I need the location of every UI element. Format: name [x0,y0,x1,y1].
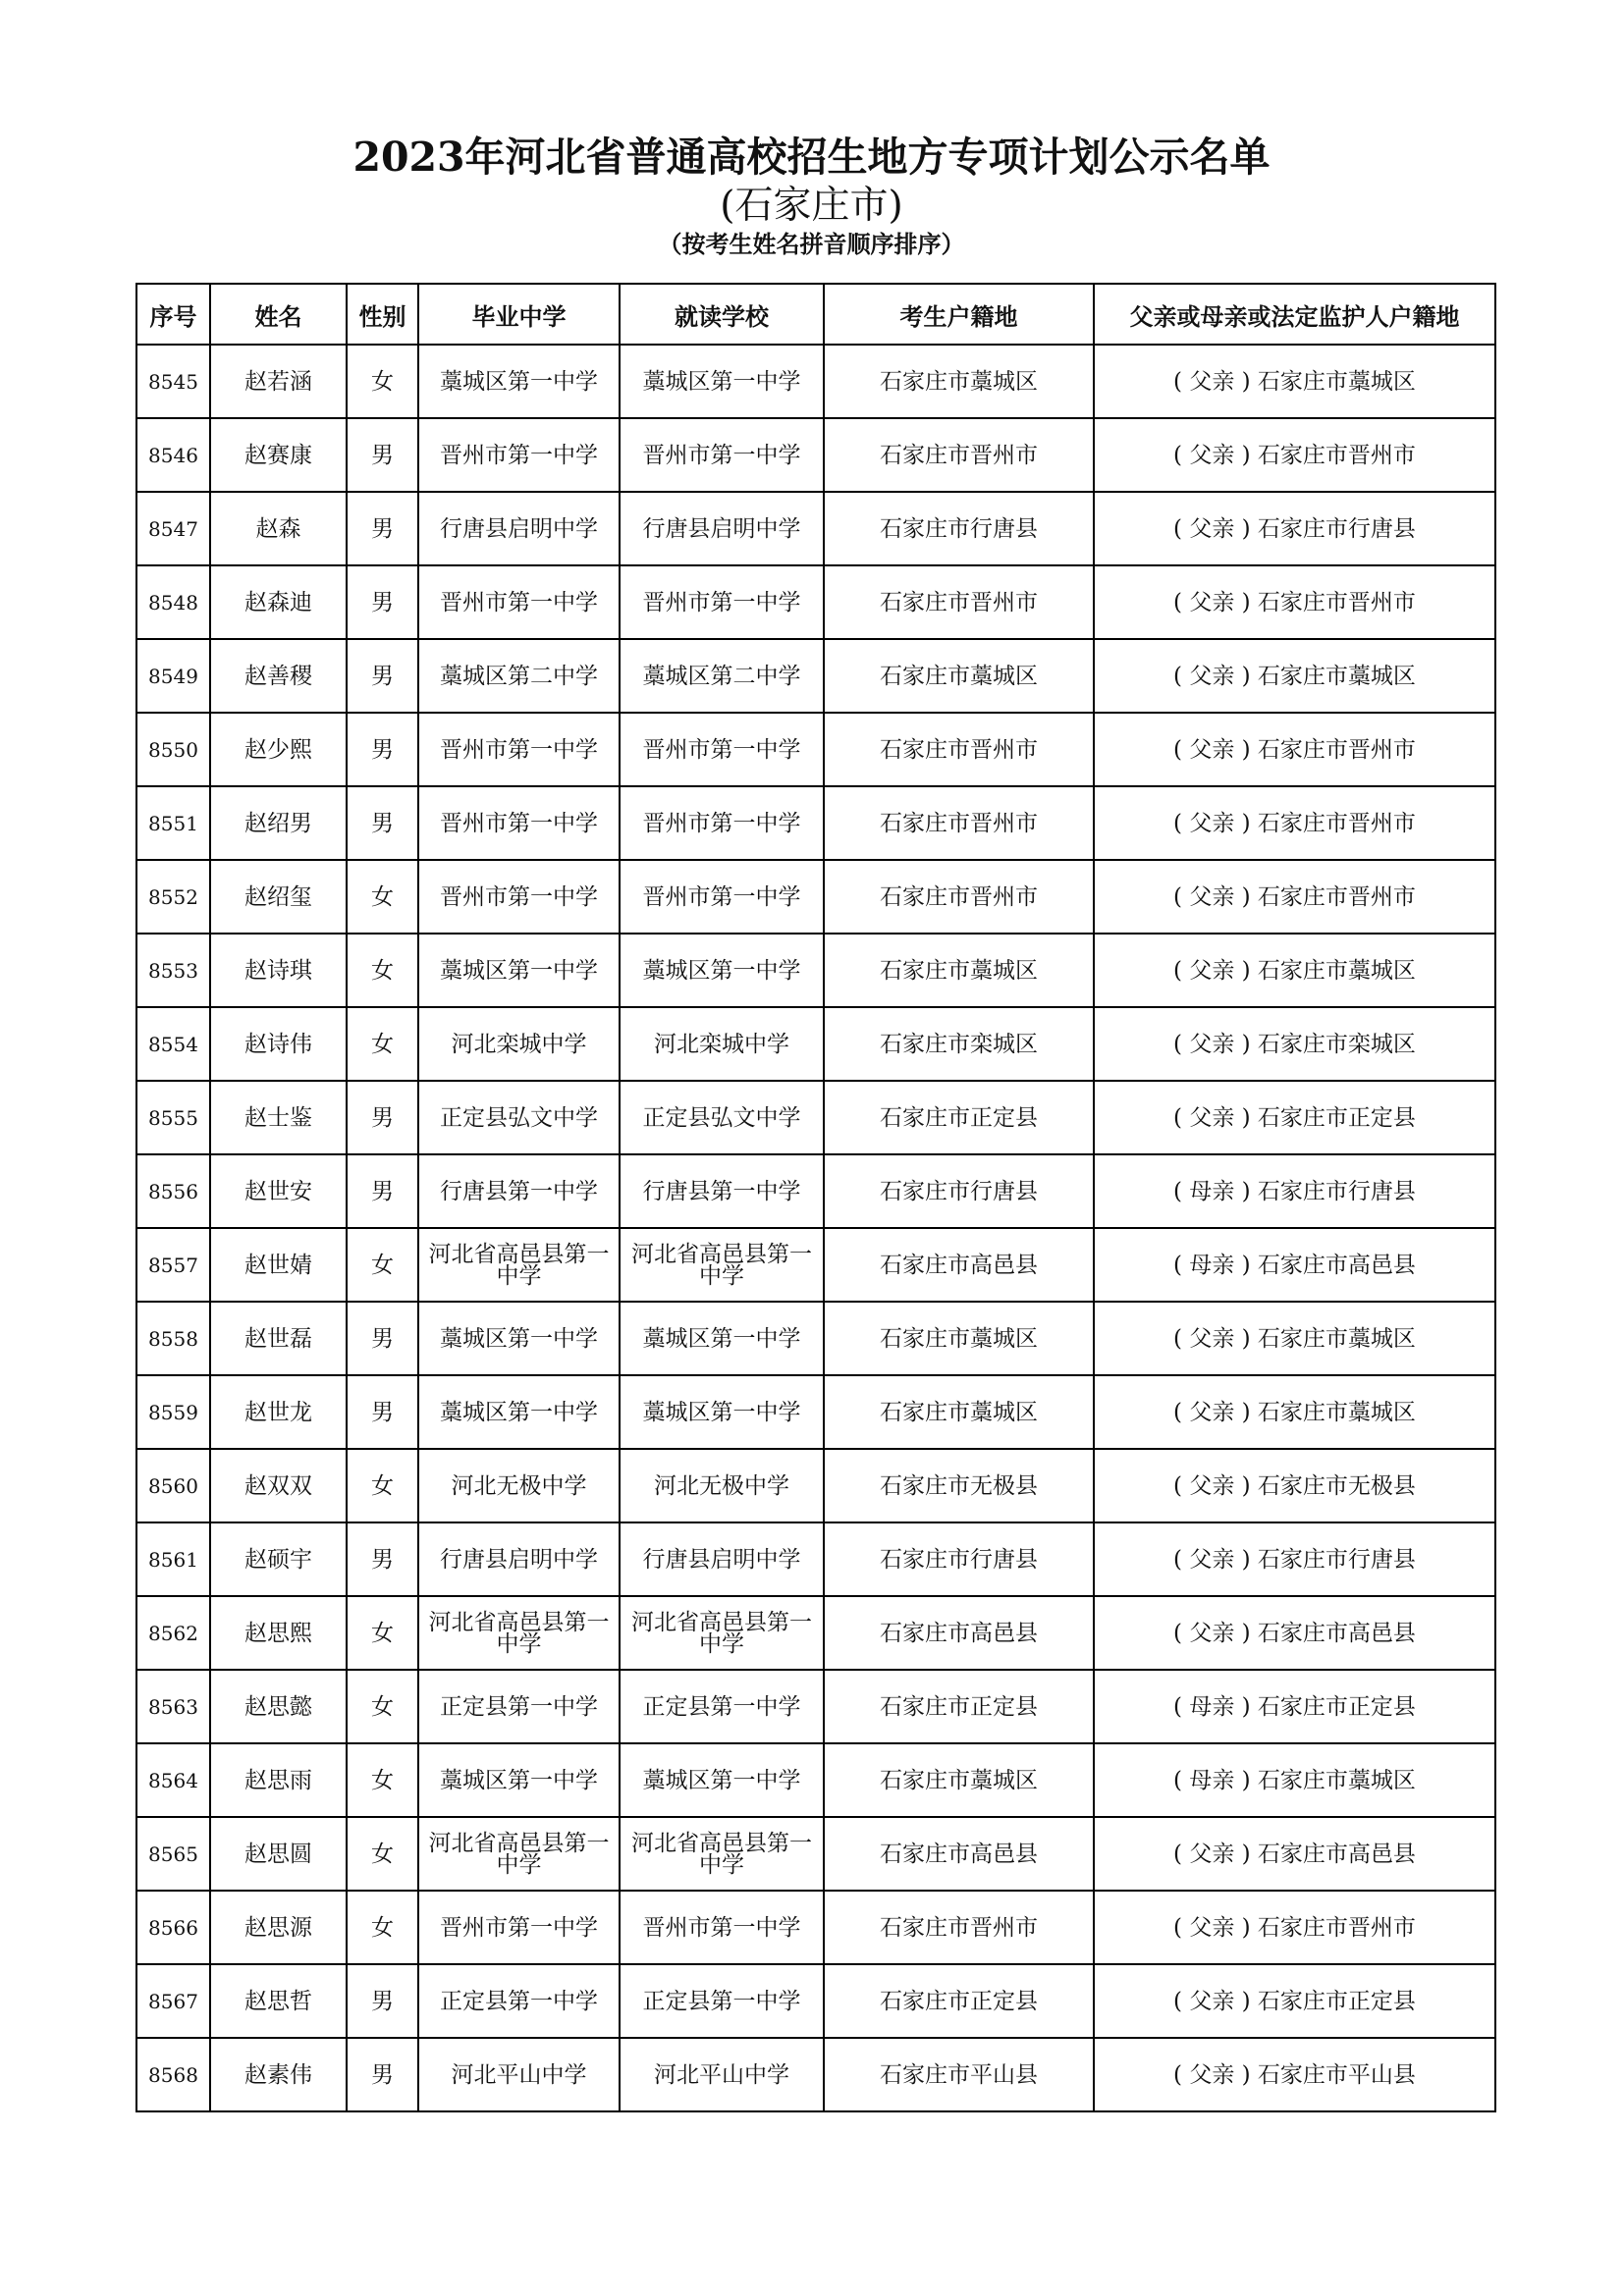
name-cell: 赵少熙 [210,713,347,786]
serial-number-cell: 8561 [136,1522,210,1596]
guardian-residence-cell: ( 父亲 ) 石家庄市高邑县 [1094,1817,1495,1891]
name-cell: 赵思哲 [210,1964,347,2038]
guardian-residence-cell: ( 父亲 ) 石家庄市藁城区 [1094,1302,1495,1375]
current-school-cell: 河北省高邑县第一中学 [620,1817,824,1891]
sort-note: （按考生姓名拼音顺序排序） [658,230,965,258]
residence-cell: 石家庄市正定县 [824,1964,1094,2038]
residence-cell: 石家庄市晋州市 [824,786,1094,860]
gender-cell: 女 [347,1007,418,1081]
table-row [136,1154,1495,1228]
graduation-school-cell: 藁城区第一中学 [418,1743,620,1817]
guardian-residence-cell: ( 母亲 ) 石家庄市藁城区 [1094,1743,1495,1817]
serial-number-cell: 8556 [136,1154,210,1228]
name-cell: 赵世安 [210,1154,347,1228]
residence-cell: 石家庄市无极县 [824,1449,1094,1522]
graduation-school-cell: 河北栾城中学 [418,1007,620,1081]
table-row [136,639,1495,713]
current-school-cell: 晋州市第一中学 [620,565,824,639]
graduation-school-cell: 河北无极中学 [418,1449,620,1522]
column-header: 考生户籍地 [824,284,1094,345]
graduation-school-cell: 晋州市第一中学 [418,418,620,492]
column-header: 性别 [347,284,418,345]
graduation-school-cell: 河北省高邑县第一中学 [418,1817,620,1891]
guardian-residence-cell: ( 父亲 ) 石家庄市栾城区 [1094,1007,1495,1081]
gender-cell: 男 [347,1302,418,1375]
table-row [136,1817,1495,1891]
current-school-cell: 河北省高邑县第一中学 [620,1596,824,1670]
current-school-cell: 河北无极中学 [620,1449,824,1522]
name-cell: 赵世磊 [210,1302,347,1375]
guardian-residence-cell: ( 父亲 ) 石家庄市平山县 [1094,2038,1495,2111]
residence-cell: 石家庄市正定县 [824,1081,1094,1154]
serial-number-cell: 8546 [136,418,210,492]
table-row [136,345,1495,418]
guardian-residence-cell: ( 父亲 ) 石家庄市行唐县 [1094,1522,1495,1596]
column-header: 毕业中学 [418,284,620,345]
graduation-school-cell: 晋州市第一中学 [418,786,620,860]
serial-number-cell: 8566 [136,1891,210,1964]
guardian-residence-cell: ( 父亲 ) 石家庄市高邑县 [1094,1596,1495,1670]
admission-list-table [135,283,1496,2112]
serial-number-cell: 8568 [136,2038,210,2111]
table-body [136,345,1495,2111]
current-school-cell: 正定县弘文中学 [620,1081,824,1154]
guardian-residence-cell: ( 母亲 ) 石家庄市行唐县 [1094,1154,1495,1228]
residence-cell: 石家庄市平山县 [824,2038,1094,2111]
gender-cell: 女 [347,1891,418,1964]
graduation-school-cell: 藁城区第一中学 [418,1302,620,1375]
gender-cell: 男 [347,639,418,713]
gender-cell: 女 [347,860,418,934]
current-school-cell: 河北栾城中学 [620,1007,824,1081]
table-row [136,1375,1495,1449]
guardian-residence-cell: ( 父亲 ) 石家庄市藁城区 [1094,1375,1495,1449]
residence-cell: 石家庄市高邑县 [824,1817,1094,1891]
serial-number-cell: 8560 [136,1449,210,1522]
serial-number-cell: 8558 [136,1302,210,1375]
graduation-school-cell: 藁城区第一中学 [418,1375,620,1449]
table-row [136,1596,1495,1670]
serial-number-cell: 8545 [136,345,210,418]
graduation-school-cell: 行唐县启明中学 [418,492,620,565]
current-school-cell: 行唐县启明中学 [620,492,824,565]
residence-cell: 石家庄市藁城区 [824,1375,1094,1449]
table-row [136,1743,1495,1817]
residence-cell: 石家庄市藁城区 [824,1302,1094,1375]
guardian-residence-cell: ( 父亲 ) 石家庄市藁城区 [1094,639,1495,713]
serial-number-cell: 8557 [136,1228,210,1302]
graduation-school-cell: 河北平山中学 [418,2038,620,2111]
guardian-residence-cell: ( 父亲 ) 石家庄市藁城区 [1094,345,1495,418]
table-row [136,418,1495,492]
table-row [136,2038,1495,2111]
residence-cell: 石家庄市行唐县 [824,492,1094,565]
residence-cell: 石家庄市藁城区 [824,639,1094,713]
graduation-school-cell: 行唐县启明中学 [418,1522,620,1596]
graduation-school-cell: 河北省高邑县第一中学 [418,1228,620,1302]
name-cell: 赵绍男 [210,786,347,860]
name-cell: 赵绍玺 [210,860,347,934]
table-row [136,1522,1495,1596]
table-row [136,1228,1495,1302]
serial-number-cell: 8564 [136,1743,210,1817]
name-cell: 赵诗伟 [210,1007,347,1081]
graduation-school-cell: 正定县第一中学 [418,1670,620,1743]
residence-cell: 石家庄市晋州市 [824,713,1094,786]
serial-number-cell: 8549 [136,639,210,713]
name-cell: 赵思圆 [210,1817,347,1891]
table-row [136,1302,1495,1375]
name-cell: 赵赛康 [210,418,347,492]
gender-cell: 女 [347,1228,418,1302]
column-header: 就读学校 [620,284,824,345]
gender-cell: 男 [347,786,418,860]
residence-cell: 石家庄市高邑县 [824,1596,1094,1670]
guardian-residence-cell: ( 父亲 ) 石家庄市藁城区 [1094,934,1495,1007]
gender-cell: 女 [347,1449,418,1522]
residence-cell: 石家庄市晋州市 [824,860,1094,934]
gender-cell: 男 [347,565,418,639]
table-row [136,1007,1495,1081]
residence-cell: 石家庄市高邑县 [824,1228,1094,1302]
name-cell: 赵素伟 [210,2038,347,2111]
guardian-residence-cell: ( 父亲 ) 石家庄市晋州市 [1094,713,1495,786]
name-cell: 赵善稷 [210,639,347,713]
page-title: 2023年河北省普通高校招生地方专项计划公示名单 [352,133,1271,181]
graduation-school-cell: 行唐县第一中学 [418,1154,620,1228]
current-school-cell: 河北平山中学 [620,2038,824,2111]
gender-cell: 女 [347,934,418,1007]
gender-cell: 男 [347,492,418,565]
name-cell: 赵思雨 [210,1743,347,1817]
table-row [136,492,1495,565]
gender-cell: 男 [347,1522,418,1596]
current-school-cell: 藁城区第一中学 [620,1375,824,1449]
serial-number-cell: 8555 [136,1081,210,1154]
current-school-cell: 晋州市第一中学 [620,786,824,860]
current-school-cell: 正定县第一中学 [620,1964,824,2038]
current-school-cell: 正定县第一中学 [620,1670,824,1743]
current-school-cell: 藁城区第一中学 [620,345,824,418]
table-row [136,934,1495,1007]
gender-cell: 男 [347,418,418,492]
graduation-school-cell: 晋州市第一中学 [418,860,620,934]
gender-cell: 男 [347,1154,418,1228]
serial-number-cell: 8547 [136,492,210,565]
graduation-school-cell: 晋州市第一中学 [418,713,620,786]
gender-cell: 男 [347,1375,418,1449]
name-cell: 赵若涵 [210,345,347,418]
residence-cell: 石家庄市藁城区 [824,934,1094,1007]
graduation-school-cell: 藁城区第二中学 [418,639,620,713]
current-school-cell: 藁城区第一中学 [620,1743,824,1817]
serial-number-cell: 8563 [136,1670,210,1743]
guardian-residence-cell: ( 父亲 ) 石家庄市正定县 [1094,1081,1495,1154]
current-school-cell: 行唐县启明中学 [620,1522,824,1596]
gender-cell: 女 [347,1670,418,1743]
serial-number-cell: 8567 [136,1964,210,2038]
serial-number-cell: 8559 [136,1375,210,1449]
name-cell: 赵森迪 [210,565,347,639]
residence-cell: 石家庄市行唐县 [824,1154,1094,1228]
current-school-cell: 晋州市第一中学 [620,713,824,786]
table-row [136,1964,1495,2038]
current-school-cell: 行唐县第一中学 [620,1154,824,1228]
name-cell: 赵思熙 [210,1596,347,1670]
column-header: 姓名 [210,284,347,345]
name-cell: 赵诗琪 [210,934,347,1007]
gender-cell: 男 [347,2038,418,2111]
name-cell: 赵双双 [210,1449,347,1522]
residence-cell: 石家庄市栾城区 [824,1007,1094,1081]
serial-number-cell: 8552 [136,860,210,934]
current-school-cell: 晋州市第一中学 [620,1891,824,1964]
table-row [136,1670,1495,1743]
guardian-residence-cell: ( 父亲 ) 石家庄市晋州市 [1094,860,1495,934]
serial-number-cell: 8550 [136,713,210,786]
graduation-school-cell: 正定县弘文中学 [418,1081,620,1154]
current-school-cell: 晋州市第一中学 [620,418,824,492]
guardian-residence-cell: ( 母亲 ) 石家庄市高邑县 [1094,1228,1495,1302]
gender-cell: 男 [347,1964,418,2038]
gender-cell: 男 [347,1081,418,1154]
guardian-residence-cell: ( 父亲 ) 石家庄市晋州市 [1094,418,1495,492]
residence-cell: 石家庄市晋州市 [824,418,1094,492]
table-row [136,1449,1495,1522]
gender-cell: 女 [347,1817,418,1891]
current-school-cell: 藁城区第一中学 [620,1302,824,1375]
serial-number-cell: 8565 [136,1817,210,1891]
graduation-school-cell: 藁城区第一中学 [418,934,620,1007]
table-row [136,786,1495,860]
guardian-residence-cell: ( 父亲 ) 石家庄市晋州市 [1094,565,1495,639]
residence-cell: 石家庄市藁城区 [824,345,1094,418]
column-header: 序号 [136,284,210,345]
current-school-cell: 河北省高邑县第一中学 [620,1228,824,1302]
table-row [136,565,1495,639]
guardian-residence-cell: ( 父亲 ) 石家庄市正定县 [1094,1964,1495,2038]
graduation-school-cell: 河北省高邑县第一中学 [418,1596,620,1670]
serial-number-cell: 8554 [136,1007,210,1081]
residence-cell: 石家庄市正定县 [824,1670,1094,1743]
residence-cell: 石家庄市行唐县 [824,1522,1094,1596]
page-subtitle: (石家庄市) [720,184,903,228]
gender-cell: 女 [347,1596,418,1670]
column-header: 父亲或母亲或法定监护人户籍地 [1094,284,1495,345]
serial-number-cell: 8551 [136,786,210,860]
residence-cell: 石家庄市藁城区 [824,1743,1094,1817]
guardian-residence-cell: ( 父亲 ) 石家庄市晋州市 [1094,786,1495,860]
graduation-school-cell: 正定县第一中学 [418,1964,620,2038]
name-cell: 赵思懿 [210,1670,347,1743]
serial-number-cell: 8562 [136,1596,210,1670]
table-row [136,860,1495,934]
name-cell: 赵硕宇 [210,1522,347,1596]
serial-number-cell: 8553 [136,934,210,1007]
guardian-residence-cell: ( 父亲 ) 石家庄市无极县 [1094,1449,1495,1522]
guardian-residence-cell: ( 父亲 ) 石家庄市晋州市 [1094,1891,1495,1964]
residence-cell: 石家庄市晋州市 [824,565,1094,639]
graduation-school-cell: 晋州市第一中学 [418,565,620,639]
table-row [136,1891,1495,1964]
gender-cell: 女 [347,345,418,418]
graduation-school-cell: 晋州市第一中学 [418,1891,620,1964]
name-cell: 赵世龙 [210,1375,347,1449]
name-cell: 赵思源 [210,1891,347,1964]
table-header-row [136,284,1495,345]
guardian-residence-cell: ( 父亲 ) 石家庄市行唐县 [1094,492,1495,565]
name-cell: 赵士鉴 [210,1081,347,1154]
gender-cell: 男 [347,713,418,786]
serial-number-cell: 8548 [136,565,210,639]
table-row [136,1081,1495,1154]
residence-cell: 石家庄市晋州市 [824,1891,1094,1964]
name-cell: 赵森 [210,492,347,565]
current-school-cell: 藁城区第二中学 [620,639,824,713]
graduation-school-cell: 藁城区第一中学 [418,345,620,418]
current-school-cell: 藁城区第一中学 [620,934,824,1007]
current-school-cell: 晋州市第一中学 [620,860,824,934]
gender-cell: 女 [347,1743,418,1817]
guardian-residence-cell: ( 母亲 ) 石家庄市正定县 [1094,1670,1495,1743]
table-row [136,713,1495,786]
name-cell: 赵世婧 [210,1228,347,1302]
